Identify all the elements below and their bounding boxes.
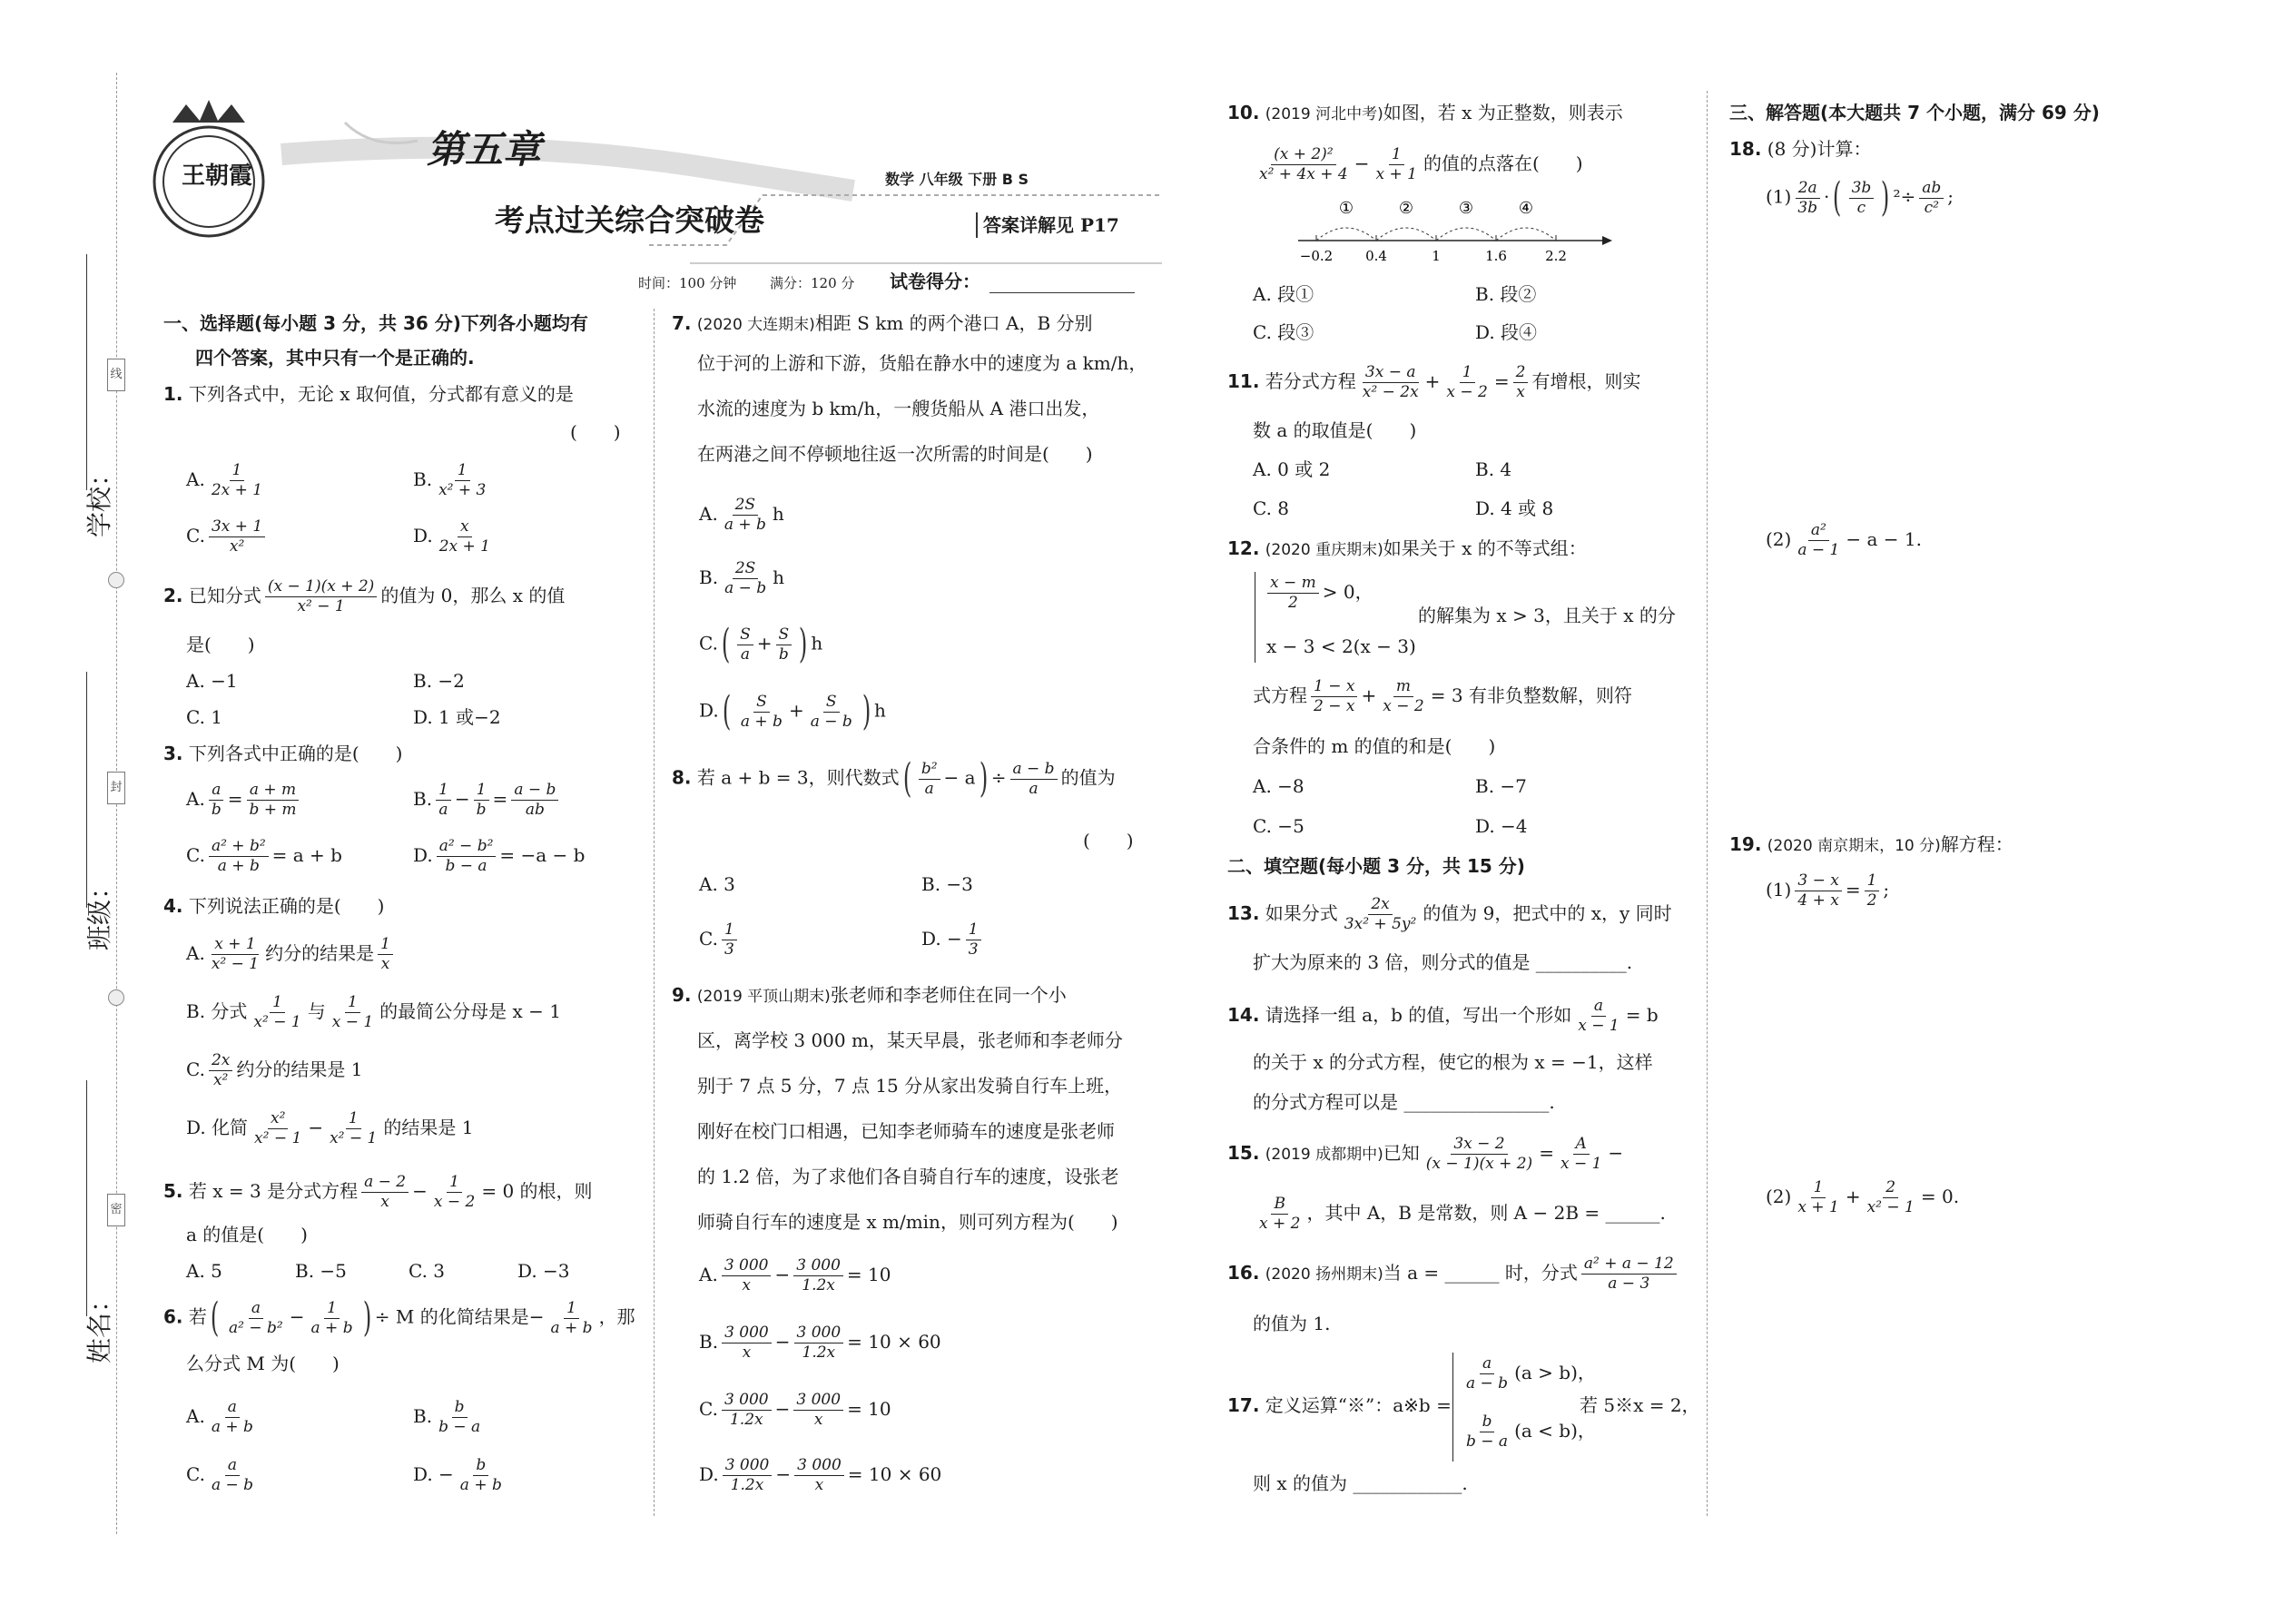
logo: 王朝霞 (182, 162, 253, 190)
question-6-cont: 么分式 M 为( ) (186, 1353, 340, 1374)
question-9-line: 刚好在校门口相遇，已知李老师骑车的速度是张老师 (697, 1120, 1115, 1142)
question-16[interactable]: 16. (2020 扬州期末)当 a = ______ 时，分式 $\frac{\text{a² + a − 12}}{a - 3}$ (1227, 1255, 1680, 1294)
option-a[interactable]: A. −1 (186, 670, 238, 692)
number-line-figure (1289, 195, 1616, 268)
option-b[interactable]: B. −5 (295, 1260, 347, 1282)
question-4: 4. 下列说法正确的是( ) (163, 895, 385, 917)
question-6: 6. 若( $\frac{a}{\text{a² − b²}}$ − $\frac{1}{a + b}$ ) ÷ M 的化简结果是− $\frac{1}{a + b}$ ，那 (163, 1294, 635, 1341)
question-9-line: 师骑自行车的速度是 x m/min，则可列方程为( ) (697, 1211, 1118, 1233)
segment-label: ② (1398, 199, 1414, 218)
question-19: 19. (2020 南京期末，10 分)解方程： (1729, 833, 2013, 855)
option-b[interactable]: B. −7 (1475, 775, 1527, 797)
tick-label: 2.2 (1545, 248, 1567, 264)
piecewise-case-1: $\frac{a}{a - b}$ (a > b)， (1466, 1354, 1596, 1393)
option-c[interactable]: C. $\frac{3x + 1}{\text{x²}}$ (186, 517, 269, 556)
option-a[interactable]: A. 3 (699, 873, 735, 895)
segment-label: ④ (1518, 199, 1534, 218)
question-11: 11. 若分式方程 $\frac{3x - a}{\text{x² − 2x}}$ + $\frac{1}{x - 2}$ = $\frac{2}{x}$ 有增根，则实 (1227, 363, 1641, 401)
section-title-solve: 三、解答题(本大题共 7 个小题，满分 69 分) (1729, 102, 2100, 123)
score-field[interactable] (989, 292, 1135, 293)
question-12-line: 式方程 $\frac{1 - x}{2 - x}$ + $\frac{m}{x - 2}$ = 3 有非负整数解，则符 (1253, 677, 1632, 715)
option-b[interactable]: B. $\frac{2S}{a - b}$ h (699, 559, 785, 597)
question-18-part-2: (2) $\frac{\text{a²}}{a - 1}$ − a − 1. (1766, 521, 1922, 559)
piecewise-case-2: $\frac{b}{b - a}$ (a < b)， (1466, 1412, 1596, 1451)
inequality-1: $\frac{x - m}{2}$ > 0， (1264, 574, 1373, 613)
full-score: 满分：120 分 (770, 275, 855, 291)
question-19-part-1: (1) $\frac{3 - x}{4 + x}$ = $\frac{1}{2}$ ; (1766, 871, 1890, 910)
option-d[interactable]: D. 段④ (1475, 321, 1538, 343)
tick-label: 1.6 (1485, 248, 1507, 264)
chapter-title: 第五章 (427, 127, 542, 172)
option-d[interactable]: D. $\frac{x}{2x + 1}$ (413, 517, 490, 556)
option-a[interactable]: A. $\frac{x + 1}{\text{x² − 1}}$ 约分的结果是 $\frac{1}{x}$ (186, 935, 397, 974)
question-17: 17. 定义运算“※”：a※b = (1227, 1394, 1452, 1416)
segment-label: ③ (1458, 199, 1474, 218)
segment-arc (1376, 228, 1436, 241)
option-a[interactable]: A. −8 (1253, 775, 1305, 797)
question-2: 2. 已知分式 $\frac{(x - 1)(x + 2)}{\text{x² − 1}}$ 的值为 0，那么 x 的值 (163, 577, 566, 615)
option-a[interactable]: A. 5 (186, 1260, 222, 1282)
option-c[interactable]: C. 3 (409, 1260, 446, 1282)
option-c[interactable]: C. 1 (186, 706, 223, 728)
question-8: 8. 若 a + b = 3，则代数式( $\frac{\text{b²}}{a}$ − a) ÷ $\frac{a - b}{a}$ 的值为 (672, 755, 1116, 802)
section-title-fill: 二、填空题(每小题 3 分，共 15 分) (1227, 855, 1525, 877)
option-b[interactable]: B. $\frac{3 000}{x}$ − $\frac{3 000}{1.2x}$ = 10 × 60 (699, 1324, 941, 1362)
section-title-choice-cont: 四个答案，其中只有一个是正确的. (195, 347, 475, 369)
question-19-part-2: (2) $\frac{1}{x + 1}$ + $\frac{2}{\text{x² − 1}}$ = 0. (1766, 1178, 1960, 1216)
option-a[interactable]: A. $\frac{a}{a + b}$ (186, 1398, 253, 1436)
seal-mark: 封 (107, 772, 125, 804)
option-c[interactable]: C. 8 (1253, 497, 1290, 519)
question-18-part-1: (1) $\frac{2a}{3b}$ ·( $\frac{3b}{c}$ ) ²÷ $\frac{ab}{\text{c²}}$ ; (1766, 174, 1954, 221)
option-a[interactable]: A. 0 或 2 (1253, 458, 1331, 480)
question-16-cont: 的值为 1. (1253, 1313, 1331, 1334)
option-d[interactable]: D.( $\frac{S}{a + b}$ + $\frac{S}{a - b}$ ) h (699, 688, 886, 734)
question-7-line: 水流的速度为 b km/h，一艘货船从 A 港口出发， (697, 398, 1100, 419)
section-title-choice: 一、选择题(每小题 3 分，共 36 分)下列各小题均有 (163, 312, 588, 334)
question-10: 10. (2019 河北中考)如图，若 x 为正整数，则表示 (1227, 102, 1623, 123)
question-14: 14. 请选择一组 a，b 的值，写出一个形如 $\frac{a}{x - 1}$ = b (1227, 997, 1659, 1035)
question-17-cont: 若 5※x = 2， (1580, 1394, 1700, 1416)
option-b[interactable]: B. −2 (413, 670, 465, 692)
option-b[interactable]: B. −3 (921, 873, 973, 895)
question-11-cont: 数 a 的取值是( ) (1253, 419, 1417, 441)
question-7: 7. (2020 大连期末)相距 S km 的两个港口 A，B 分别 (672, 312, 1093, 334)
question-14-cont: 的关于 x 的分式方程，使它的根为 x = −1，这样 (1253, 1051, 1653, 1073)
question-9-line: 的 1.2 倍，为了求他们各自骑自行车的速度，设张老 (697, 1166, 1119, 1187)
segment-arc (1496, 228, 1556, 241)
answer-paren[interactable]: ( ) (570, 421, 621, 443)
option-b[interactable]: B. 段② (1475, 283, 1537, 305)
question-13: 13. 如果分式 $\frac{2x}{\text{3x² + 5y²}}$ 的值为 9，把式中的 x，y 同时 (1227, 895, 1672, 933)
option-c[interactable]: C. $\frac{2x}{\text{x²}}$ 约分的结果是 1 (186, 1051, 363, 1089)
page-title: 考点过关综合突破卷 (495, 202, 764, 238)
option-d[interactable]: D. −4 (1475, 815, 1528, 837)
question-17-answer[interactable]: 则 x 的值为 ____________. (1253, 1472, 1468, 1494)
option-c[interactable]: C. −5 (1253, 815, 1305, 837)
question-1: 1. 下列各式中，无论 x 取何值，分式都有意义的是 (163, 383, 574, 405)
seal-mark: 密 (107, 1194, 125, 1226)
option-d[interactable]: D. 1 或−2 (413, 706, 501, 728)
option-d[interactable]: D. $\frac{\text{a² − b²}}{b - a}$ = −a − b (413, 837, 586, 875)
option-d[interactable]: D. 4 或 8 (1475, 497, 1554, 519)
seal-mark: 线 (107, 359, 125, 391)
option-a[interactable]: A. $\frac{1}{2x + 1}$ (186, 461, 263, 499)
question-12: 12. (2020 重庆期末)如果关于 x 的不等式组： (1227, 537, 1587, 559)
question-15-cont[interactable]: $\frac{B}{x + 2}$ ，其中 A，B 是常数，则 A − 2B = ______. (1259, 1195, 1666, 1233)
column-divider (654, 309, 655, 1516)
question-5-cont: a 的值是( ) (186, 1224, 308, 1245)
answer-ref: 答案详解见 P17 (976, 212, 1119, 238)
tick-label: −0.2 (1299, 248, 1334, 264)
system-brace (1255, 572, 1258, 663)
tick-label: 0.4 (1365, 248, 1387, 264)
book-meta: 数学 八年级 下册 B S (885, 171, 1029, 188)
option-b[interactable]: B. 分式 $\frac{1}{\text{x² − 1}}$ 与 $\frac{1}{x - 1}$ 的最简公分母是 x − 1 (186, 993, 562, 1031)
option-c[interactable]: C. $\frac{\text{a² + b²}}{a + b}$ = a + b (186, 837, 342, 875)
segment-arc (1316, 228, 1376, 241)
option-a[interactable]: A. $\frac{3 000}{x}$ − $\frac{3 000}{1.2x}$ = 10 (699, 1256, 891, 1294)
option-b[interactable]: B. 4 (1475, 458, 1512, 480)
school-label: 学校： (84, 460, 115, 538)
option-b[interactable]: B. $\frac{1}{a}$ − $\frac{1}{b}$ = $\frac{a - b}{ab}$ (413, 781, 562, 820)
binding-hole (108, 989, 124, 1006)
option-c[interactable]: C.( $\frac{S}{a}$ + $\frac{S}{b}$ ) h (699, 621, 823, 667)
time-limit: 时间：100 分钟 (638, 275, 737, 291)
option-c[interactable]: C. $\frac{3 000}{1.2x}$ − $\frac{3 000}{x}$ = 10 (699, 1391, 891, 1429)
question-9-line: 别于 7 点 5 分，7 点 15 分从家出发骑自行车上班， (697, 1075, 1123, 1097)
option-a[interactable]: A. 段① (1253, 283, 1314, 305)
option-d[interactable]: D. − $\frac{1}{3}$ (921, 920, 985, 960)
question-2-cont: 是( ) (186, 634, 255, 655)
question-14-cont[interactable]: 的分式方程可以是 ________________. (1253, 1091, 1555, 1113)
question-7-line: 在两港之间不停顿地往返一次所需的时间是( ) (697, 443, 1093, 465)
question-13-cont[interactable]: 扩大为原来的 3 倍，则分式的值是 __________. (1253, 951, 1633, 973)
question-9: 9. (2019 平顶山期末)张老师和李老师住在同一个小 (672, 984, 1067, 1006)
question-9-line: 区，离学校 3 000 m，某天早晨，张老师和李老师分 (697, 1029, 1123, 1051)
name-field[interactable] (86, 1080, 87, 1316)
question-12-line: 的解集为 x > 3，且关于 x 的分 (1418, 605, 1676, 626)
option-d[interactable]: D. $\frac{3 000}{1.2x}$ − $\frac{3 000}{x}$ = 10 × 60 (699, 1456, 942, 1494)
question-5: 5. 若 x = 3 是分式方程 $\frac{a - 2}{x}$ − $\frac{1}{x - 2}$ = 0 的根，则 (163, 1173, 593, 1211)
question-18: 18. (8 分)计算： (1729, 138, 1872, 160)
option-d[interactable]: D. −3 (517, 1260, 570, 1282)
school-field[interactable] (86, 254, 87, 490)
class-label: 班级： (84, 873, 115, 951)
question-7-line: 位于河的上游和下游，货船在静水中的速度为 a km/h， (697, 352, 1147, 374)
option-a[interactable]: A. $\frac{2S}{a + b}$ h (699, 496, 784, 534)
segment-label: ① (1338, 199, 1354, 218)
option-a[interactable]: A. $\frac{a}{b}$ = $\frac{a + m}{b + m}$ (186, 781, 303, 820)
option-c[interactable]: C. $\frac{a}{a - b}$ (186, 1456, 254, 1494)
column-divider (1707, 91, 1708, 1516)
question-12-line: 合条件的 m 的值的和是( ) (1253, 735, 1496, 757)
option-d[interactable]: D. 化简 $\frac{\text{x²}}{\text{x² − 1}}$ − $\frac{1}{\text{x² − 1}}$ 的结果是 1 (186, 1109, 474, 1147)
name-label: 姓名： (84, 1286, 115, 1364)
score-label: 试卷得分： (890, 271, 980, 292)
inequality-2: x − 3 < 2(x − 3) (1266, 635, 1416, 657)
segment-arc (1436, 228, 1496, 241)
class-field[interactable] (86, 672, 87, 908)
piecewise-brace (1452, 1353, 1456, 1462)
answer-paren[interactable]: ( ) (1083, 830, 1134, 851)
question-10-expr: $\frac{\text{(x + 2)²}}{\text{x² + 4x + 4}}$ − $\frac{1}{x + 1}$ 的值的点落在( ) (1259, 145, 1583, 183)
option-c[interactable]: C. $\frac{1}{3}$ (699, 920, 741, 960)
question-15: 15. (2019 成都期中)已知 $\frac{3x - 2}{(x - 1)(x + 2)}$ = $\frac{A}{x - 1}$ − (1227, 1135, 1624, 1173)
option-b[interactable]: B. $\frac{1}{\text{x² + 3}}$ (413, 461, 487, 499)
question-3: 3. 下列各式中正确的是( ) (163, 743, 403, 764)
option-b[interactable]: B. $\frac{b}{b - a}$ (413, 1398, 481, 1436)
option-d[interactable]: D. − $\frac{b}{a + b}$ (413, 1456, 502, 1494)
tick-label: 1 (1432, 248, 1441, 264)
option-c[interactable]: C. 段③ (1253, 321, 1314, 343)
binding-hole (108, 572, 124, 588)
